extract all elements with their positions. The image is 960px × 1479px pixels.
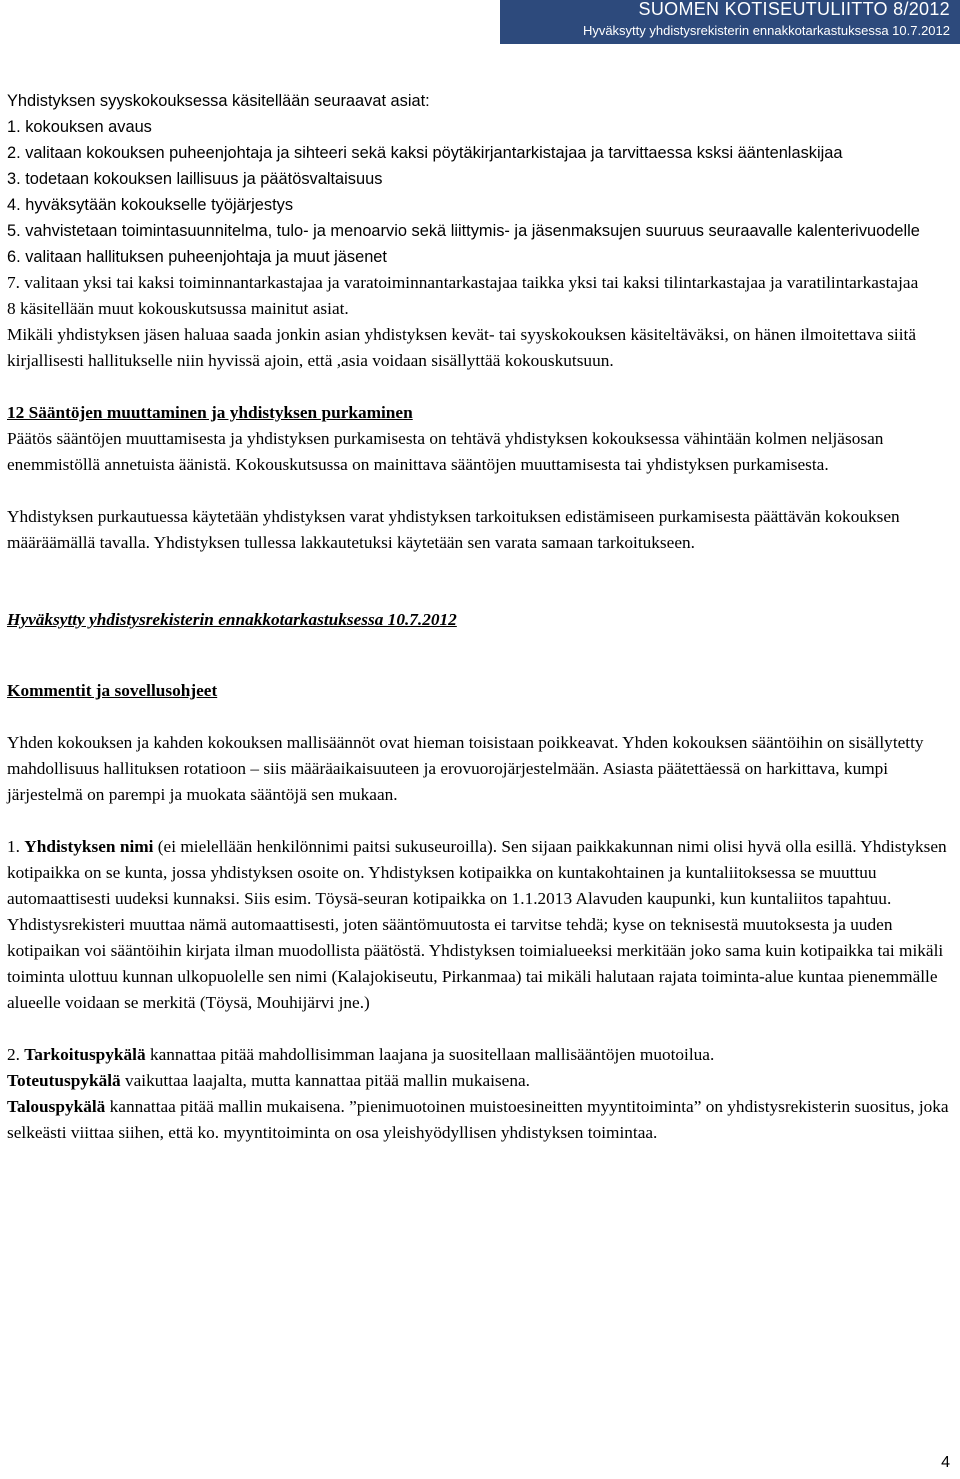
comment-item-2 (7, 1042, 953, 1146)
section-12-paragraph-1: Päätös sääntöjen muuttamisesta ja yhdistyksen purkamisesta on tehtävä yhdistyksen kokouksessa vähintään kolmen neljäsosan enemmistöllä annetuista äänistä. Kokouskutsussa on mainittava sääntöjen muuttamisesta tai yhdistyksen purkamisesta. (7, 429, 884, 474)
agenda-item: 4. hyväksytään kokoukselle työjärjestys (7, 196, 294, 214)
comment-item-2-term-1: Tarkoituspykälä (24, 1045, 146, 1064)
page-number: 4 (941, 1454, 950, 1471)
agenda-item: 7. valitaan yksi tai kaksi toiminnantarkastajaa ja varatoiminnantarkastajaa taikka yksi tai kaksi tilintarkastajaa ja varatilintarkastajaa (7, 273, 919, 292)
agenda-section (7, 88, 953, 270)
comment-item-2-term-2: Toteutuspykälä (7, 1071, 121, 1090)
comment-item-1 (7, 834, 953, 1016)
comment-item-2-text-3: kannattaa pitää mallin mukaisena. ”pienimuotoinen muistoesineitten myyntitoiminta” on yhdistysrekisterin suositus, joka selkeästi viittaa siihen, että ko. myyntitoiminta on osa yleishyödyllisen yhdistyksen toimintaa. (7, 1097, 949, 1142)
agenda-intro: Yhdistyksen syyskokouksessa käsitellään seuraavat asiat: (7, 92, 430, 110)
comment-item-2-number: 2. (7, 1045, 25, 1064)
comment-item-1-number: 1. (7, 837, 25, 856)
section-12-paragraph-2: Yhdistyksen purkautuessa käytetään yhdistyksen varat yhdistyksen tarkoituksen edistämiseen purkamisesta päättävän kokouksen määräämällä tavalla. Yhdistyksen tullessa lakkautetuksi käytetään sen varata samaan tarkoitukseen. (7, 507, 900, 552)
header-subtitle: Hyväksytty yhdistysrekisterin ennakkotarkastuksessa 10.7.2012 (582, 23, 950, 38)
comment-item-2-text-2: vaikuttaa laajalta, mutta kannattaa pitää mallin mukaisena. (120, 1071, 530, 1090)
agenda-item: 3. todetaan kokouksen laillisuus ja päätösvaltaisuus (7, 170, 383, 188)
agenda-item: 8 käsitellään muut kokouskutsussa mainitut asiat. (7, 299, 349, 318)
agenda-item: 6. valitaan hallituksen puheenjohtaja ja muut jäsenet (7, 248, 387, 266)
comment-item-1-term: Yhdistyksen nimi (24, 837, 154, 856)
agenda-closing: Mikäli yhdistyksen jäsen haluaa saada jonkin asian yhdistyksen kevät- tai syyskokouksen käsiteltäväksi, on hänen ilmoitettava siitä kirjallisesti hallitukselle niin hyvissä ajoin, että ,asia voidaan sisällyttää kokouskutsuun. (7, 325, 916, 370)
document-body (7, 88, 953, 1146)
comments-heading: Kommentit ja sovellusohjeet (7, 681, 218, 700)
comments-intro: Yhden kokouksen ja kahden kokouksen mallisäännöt ovat hieman toisistaan poikkeavat. Yhden kokouksen sääntöihin on sisällytetty mahdollisuus hallituksen rotatioon – siis määräaikaisuuteen ja erovuorojärjestelmään. Asiasta päätettäessä on harkittava, kumpi järjestelmä on parempi ja muokata sääntöjä sen mukaan. (7, 733, 924, 804)
agenda-item: 5. vahvistetaan toimintasuunnitelma, tulo- ja menoarvio sekä liittymis- ja jäsenmaksujen suuruus seuraavalle kalenterivuodelle (7, 222, 920, 240)
header-title: SUOMEN KOTISEUTULIITTO 8/2012 (638, 0, 950, 19)
agenda-item: 2. valitaan kokouksen puheenjohtaja ja sihteeri sekä kaksi pöytäkirjantarkistajaa ja tarvittaessa ksksi ääntenlaskijaa (7, 144, 843, 162)
comment-item-1-text: (ei mielellään henkilönnimi paitsi sukuseuroilla). Sen sijaan paikkakunnan nimi olisi hyvä olla esillä. Yhdistyksen kotipaikka on se kunta, jossa yhdistyksen osoite on. Yhdistyksen kotipaikka on kuntakohtainen ja kuntaliitoksessa se muuttuu automaattisesti uudeksi kunnaksi. Siis esim. Töysä-seuran kotipaikka on 1.1.2013 Alavuden kaupunki, kun kuntaliitos tapahtuu. Yhdistysrekisteri muuttaa nämä automaattisesti, joten sääntömuutosta ei tarvitse tehdä; kyse on teknisestä muutoksesta ja uuden kotipaikan voi sääntöihin kirjata ilman muodollista päätöstä. Yhdistyksen toimialueeksi merkitään joko sama kuin kotipaikka tai mikäli toiminta ulottuu kunnan ulkopuolelle sen nimi (Kalajokiseutu, Pirkanmaa) tai mikäli halutaan rajata toiminta-alue kuntaa pienemmälle alueelle voidaan se merkitä (Töysä, Mouhijärvi jne.) (7, 837, 947, 1012)
section-12-heading: 12 Sääntöjen muuttaminen ja yhdistyksen purkaminen (7, 403, 413, 422)
comment-item-2-term-3: Talouspykälä (7, 1097, 106, 1116)
agenda-item: 1. kokouksen avaus (7, 118, 152, 136)
document-header (500, 0, 960, 44)
approval-note: Hyväksytty yhdistysrekisterin ennakkotarkastuksessa 10.7.2012 (7, 610, 457, 629)
comment-item-2-text-1: kannattaa pitää mahdollisimman laajana ja suositellaan mallisääntöjen muotoilua. (145, 1045, 715, 1064)
